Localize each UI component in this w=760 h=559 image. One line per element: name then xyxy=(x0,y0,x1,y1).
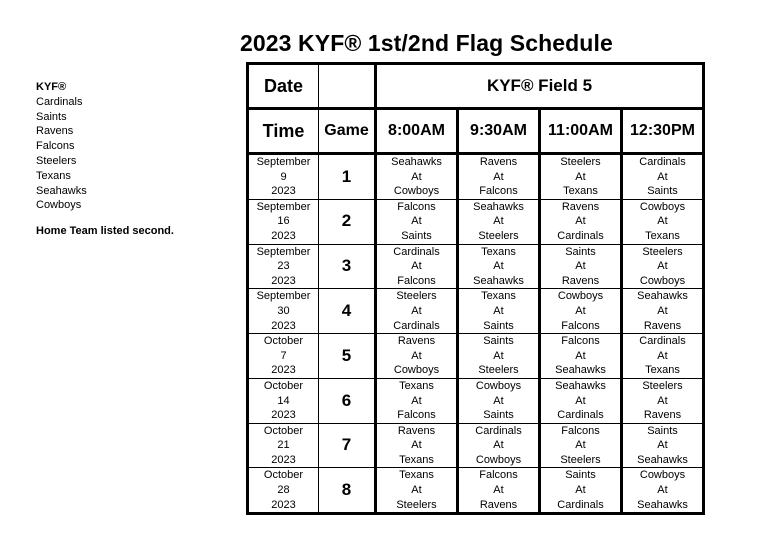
at-label: At xyxy=(575,349,586,362)
date-month: October xyxy=(263,335,304,348)
matchup-cell xyxy=(540,468,622,514)
home-team: Cowboys xyxy=(393,364,440,377)
away-team: Steelers xyxy=(642,245,683,258)
matchup-cell xyxy=(458,334,540,379)
matchup-cell xyxy=(458,468,540,514)
matchup-cell xyxy=(622,468,704,514)
home-team: Texans xyxy=(563,185,598,198)
schedule-row xyxy=(248,334,704,379)
away-team: Steelers xyxy=(560,156,601,168)
matchup-cell xyxy=(376,289,458,334)
home-team: Cowboys xyxy=(393,185,440,198)
away-team: Texans xyxy=(399,469,434,482)
date-year: 2023 xyxy=(271,274,296,287)
date-year: 2023 xyxy=(271,498,296,511)
home-team: Steelers xyxy=(396,498,437,511)
date-month: September xyxy=(256,290,311,303)
home-team: Falcons xyxy=(479,185,518,198)
date-month: September xyxy=(256,245,311,258)
away-team: Seahawks xyxy=(637,290,688,303)
matchup-cell xyxy=(540,378,622,423)
at-label: At xyxy=(493,484,504,497)
team-list-item: Saints xyxy=(36,110,67,123)
time-slot-header: 12:30PM xyxy=(622,109,704,154)
home-team: Cardinals xyxy=(393,319,440,332)
at-label: At xyxy=(493,349,504,362)
schedule-row xyxy=(248,154,704,200)
home-team: Cardinals xyxy=(557,409,604,422)
away-team: Cardinals xyxy=(639,156,686,168)
date-year: 2023 xyxy=(271,319,296,332)
away-team: Falcons xyxy=(479,469,518,482)
matchup-cell xyxy=(540,244,622,289)
away-team: Falcons xyxy=(397,200,436,213)
at-label: At xyxy=(575,260,586,273)
date-year: 2023 xyxy=(271,409,296,422)
home-team: Cowboys xyxy=(475,453,522,466)
schedule-row xyxy=(248,378,704,423)
game-number: 6 xyxy=(319,378,376,423)
at-label: At xyxy=(657,394,668,407)
at-label: At xyxy=(411,170,422,183)
home-team-note: Home Team listed second. xyxy=(36,225,174,238)
at-label: At xyxy=(493,304,504,317)
date-day: 16 xyxy=(277,215,290,228)
matchup-cell xyxy=(540,199,622,244)
matchup-cell xyxy=(540,154,622,200)
page-title: 2023 KYF® 1st/2nd Flag Schedule xyxy=(240,30,613,56)
away-team: Saints xyxy=(565,469,596,482)
at-label: At xyxy=(657,304,668,317)
home-team: Falcons xyxy=(397,274,436,287)
matchup-cell xyxy=(458,423,540,468)
date-day: 14 xyxy=(277,394,290,407)
away-team: Cowboys xyxy=(639,469,686,482)
game-header: Game xyxy=(319,109,376,154)
date-month: October xyxy=(263,424,304,437)
date-day: 23 xyxy=(277,260,290,273)
home-team: Falcons xyxy=(561,319,600,332)
at-label: At xyxy=(575,394,586,407)
game-number: 3 xyxy=(319,244,376,289)
date-cell xyxy=(248,289,319,334)
away-team: Steelers xyxy=(396,290,437,303)
away-team: Seahawks xyxy=(555,379,606,392)
team-list xyxy=(36,95,174,213)
matchup-cell xyxy=(622,423,704,468)
home-team: Saints xyxy=(647,185,678,198)
at-label: At xyxy=(657,349,668,362)
away-team: Cowboys xyxy=(557,290,604,303)
home-team: Ravens xyxy=(643,319,682,332)
date-cell xyxy=(248,334,319,379)
at-label: At xyxy=(657,484,668,497)
schedule-row xyxy=(248,289,704,334)
date-day: 30 xyxy=(277,304,290,317)
away-team: Cardinals xyxy=(475,424,522,437)
matchup-cell xyxy=(622,154,704,200)
date-day: 28 xyxy=(277,484,290,497)
away-team: Texans xyxy=(481,290,516,303)
matchup-cell xyxy=(622,378,704,423)
at-label: At xyxy=(575,215,586,228)
matchup-cell xyxy=(376,199,458,244)
game-number: 7 xyxy=(319,423,376,468)
at-label: At xyxy=(411,349,422,362)
home-team: Ravens xyxy=(479,498,518,511)
matchup-cell xyxy=(458,289,540,334)
time-slot-header: 9:30AM xyxy=(458,109,540,154)
home-team: Steelers xyxy=(560,453,601,466)
date-year: 2023 xyxy=(271,453,296,466)
date-day: 7 xyxy=(280,349,287,362)
matchup-cell xyxy=(376,378,458,423)
home-team: Falcons xyxy=(397,409,436,422)
away-team: Texans xyxy=(481,245,516,258)
date-year: 2023 xyxy=(271,185,296,198)
date-cell xyxy=(248,199,319,244)
home-team: Ravens xyxy=(643,409,682,422)
field-header: KYF® Field 5 xyxy=(376,64,704,109)
at-label: At xyxy=(657,215,668,228)
date-month: September xyxy=(256,156,311,168)
blank-header xyxy=(319,64,376,109)
team-list-item: Steelers xyxy=(36,154,77,167)
at-label: At xyxy=(411,260,422,273)
matchup-cell xyxy=(376,423,458,468)
away-team: Cardinals xyxy=(393,245,440,258)
matchup-cell xyxy=(458,199,540,244)
date-cell xyxy=(248,378,319,423)
home-team: Ravens xyxy=(561,274,600,287)
at-label: At xyxy=(493,260,504,273)
time-slot-header: 11:00AM xyxy=(540,109,622,154)
away-team: Seahawks xyxy=(391,156,442,168)
home-team: Cowboys xyxy=(639,274,686,287)
away-team: Seahawks xyxy=(473,200,524,213)
home-team: Saints xyxy=(483,409,514,422)
date-day: 21 xyxy=(277,439,290,452)
matchup-cell xyxy=(376,334,458,379)
matchup-cell xyxy=(622,199,704,244)
game-number: 4 xyxy=(319,289,376,334)
home-team: Seahawks xyxy=(637,498,688,511)
home-team: Seahawks xyxy=(473,274,524,287)
matchup-cell xyxy=(622,289,704,334)
at-label: At xyxy=(575,439,586,452)
away-team: Cowboys xyxy=(639,200,686,213)
away-team: Ravens xyxy=(479,156,518,168)
at-label: At xyxy=(411,394,422,407)
away-team: Ravens xyxy=(397,335,436,348)
team-list-item: Seahawks xyxy=(36,184,87,197)
away-team: Falcons xyxy=(561,335,600,348)
team-list-item: Cowboys xyxy=(36,199,82,212)
at-label: At xyxy=(411,304,422,317)
team-list-item: Falcons xyxy=(36,140,75,153)
league-label: KYF® xyxy=(36,81,67,93)
matchup-cell xyxy=(622,244,704,289)
time-header: Time xyxy=(248,109,319,154)
at-label: At xyxy=(493,394,504,407)
date-year: 2023 xyxy=(271,364,296,377)
home-team: Seahawks xyxy=(637,453,688,466)
date-year: 2023 xyxy=(271,229,296,242)
home-team: Steelers xyxy=(478,364,519,377)
home-team: Saints xyxy=(401,229,432,242)
matchup-cell xyxy=(376,154,458,200)
game-number: 1 xyxy=(319,154,376,200)
time-slot-header: 8:00AM xyxy=(376,109,458,154)
home-team: Steelers xyxy=(478,229,519,242)
date-month: October xyxy=(263,379,304,392)
at-label: At xyxy=(493,439,504,452)
team-sidebar xyxy=(36,80,174,239)
schedule-row xyxy=(248,423,704,468)
matchup-cell xyxy=(540,334,622,379)
away-team: Cardinals xyxy=(639,335,686,348)
date-cell xyxy=(248,244,319,289)
matchup-cell xyxy=(458,244,540,289)
at-label: At xyxy=(411,439,422,452)
away-team: Steelers xyxy=(642,379,683,392)
away-team: Saints xyxy=(483,335,514,348)
away-team: Saints xyxy=(565,245,596,258)
home-team: Seahawks xyxy=(555,364,606,377)
date-cell xyxy=(248,154,319,200)
home-team: Cardinals xyxy=(557,229,604,242)
game-number: 8 xyxy=(319,468,376,514)
date-cell xyxy=(248,423,319,468)
date-month: September xyxy=(256,200,311,213)
schedule-row xyxy=(248,468,704,514)
schedule-row xyxy=(248,199,704,244)
home-team: Texans xyxy=(399,453,434,466)
at-label: At xyxy=(493,170,504,183)
matchup-cell xyxy=(622,334,704,379)
matchup-cell xyxy=(540,423,622,468)
home-team: Texans xyxy=(645,229,680,242)
at-label: At xyxy=(411,484,422,497)
date-cell xyxy=(248,468,319,514)
at-label: At xyxy=(657,439,668,452)
away-team: Saints xyxy=(647,424,678,437)
matchup-cell xyxy=(540,289,622,334)
at-label: At xyxy=(575,484,586,497)
matchup-cell xyxy=(376,468,458,514)
at-label: At xyxy=(411,215,422,228)
date-day: 9 xyxy=(280,170,287,183)
away-team: Falcons xyxy=(561,424,600,437)
at-label: At xyxy=(657,170,668,183)
at-label: At xyxy=(575,170,586,183)
matchup-cell xyxy=(376,244,458,289)
team-list-item: Ravens xyxy=(36,125,74,138)
at-label: At xyxy=(657,260,668,273)
away-team: Cowboys xyxy=(475,379,522,392)
matchup-cell xyxy=(458,154,540,200)
date-month: October xyxy=(263,469,304,482)
home-team: Cardinals xyxy=(557,498,604,511)
at-label: At xyxy=(493,215,504,228)
team-list-item: Cardinals xyxy=(36,95,83,108)
schedule-table xyxy=(246,62,705,515)
matchup-cell xyxy=(458,378,540,423)
away-team: Texans xyxy=(399,379,434,392)
home-team: Saints xyxy=(483,319,514,332)
home-team: Texans xyxy=(645,364,680,377)
at-label: At xyxy=(575,304,586,317)
game-number: 5 xyxy=(319,334,376,379)
date-header: Date xyxy=(248,64,319,109)
schedule-row xyxy=(248,244,704,289)
away-team: Ravens xyxy=(561,200,600,213)
game-number: 2 xyxy=(319,199,376,244)
team-list-item: Texans xyxy=(36,169,71,182)
away-team: Ravens xyxy=(397,424,436,437)
